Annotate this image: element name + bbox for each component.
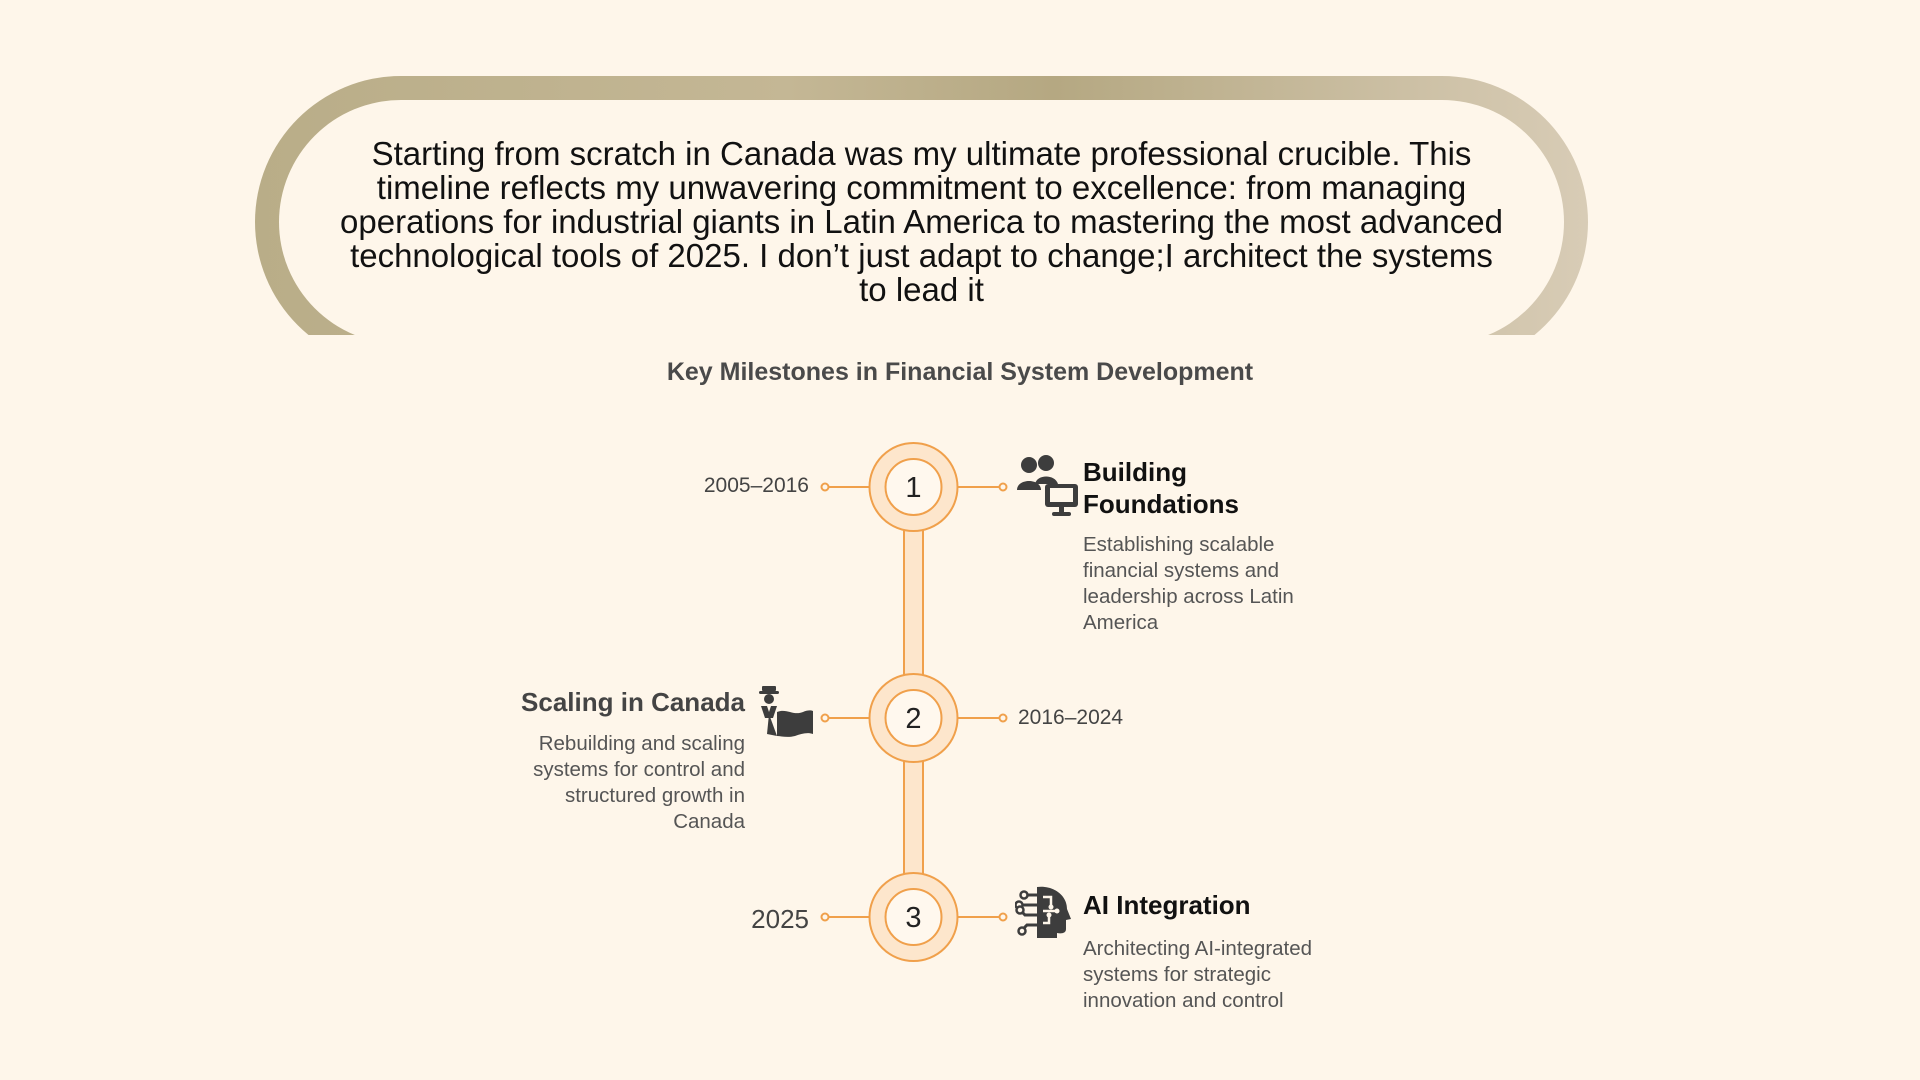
quote-text: Starting from scratch in Canada was my ultimate professional crucible. This timeline reflects my unwavering commitment to excellence: from managing operations for industrial giants in Latin America to mastering the most advanced technological tools of 2025. I don’t just adapt to change;I architect the systems to lead it: [340, 135, 1503, 308]
connector-1-2: [904, 528, 923, 676]
milestone-description-1: Establishing scalable financial systems and leadership across Latin America: [1083, 533, 1294, 634]
title-connector-dot-2: [822, 715, 829, 722]
milestone-date-2: 2016–2024: [1018, 706, 1124, 729]
node-number-2: 2: [905, 703, 922, 735]
person-flag-icon: [757, 684, 815, 740]
title-connector-dot-3: [1000, 914, 1007, 921]
node-number-3: 3: [905, 902, 922, 934]
milestone-title-2: Scaling in Canada: [521, 687, 745, 717]
milestone-node-2: [822, 674, 1007, 762]
milestone-node-1: [822, 443, 1007, 531]
date-connector-dot-3: [822, 914, 829, 921]
milestone-description-2: Rebuilding and scaling systems for control and structured growth in Canada: [533, 732, 745, 833]
page-title: Key Milestones in Financial System Development: [666, 358, 1254, 386]
ai-head-icon: [1015, 885, 1071, 939]
milestone-title-1: Building Foundations: [1083, 457, 1239, 519]
milestone-date-3: 2025: [751, 904, 809, 934]
node-number-1: 1: [905, 472, 922, 504]
milestone-title-3: AI Integration: [1083, 890, 1251, 920]
date-connector-dot-2: [1000, 715, 1007, 722]
milestone-node-3: [822, 873, 1007, 961]
milestone-description-3: Architecting AI-integrated systems for strategic innovation and control: [1083, 937, 1313, 1012]
milestone-date-1: 2005–2016: [703, 474, 809, 497]
title-connector-dot-1: [1000, 484, 1007, 491]
date-connector-dot-1: [822, 484, 829, 491]
connector-2-3: [904, 758, 923, 876]
team-computer-icon: [1015, 452, 1081, 518]
